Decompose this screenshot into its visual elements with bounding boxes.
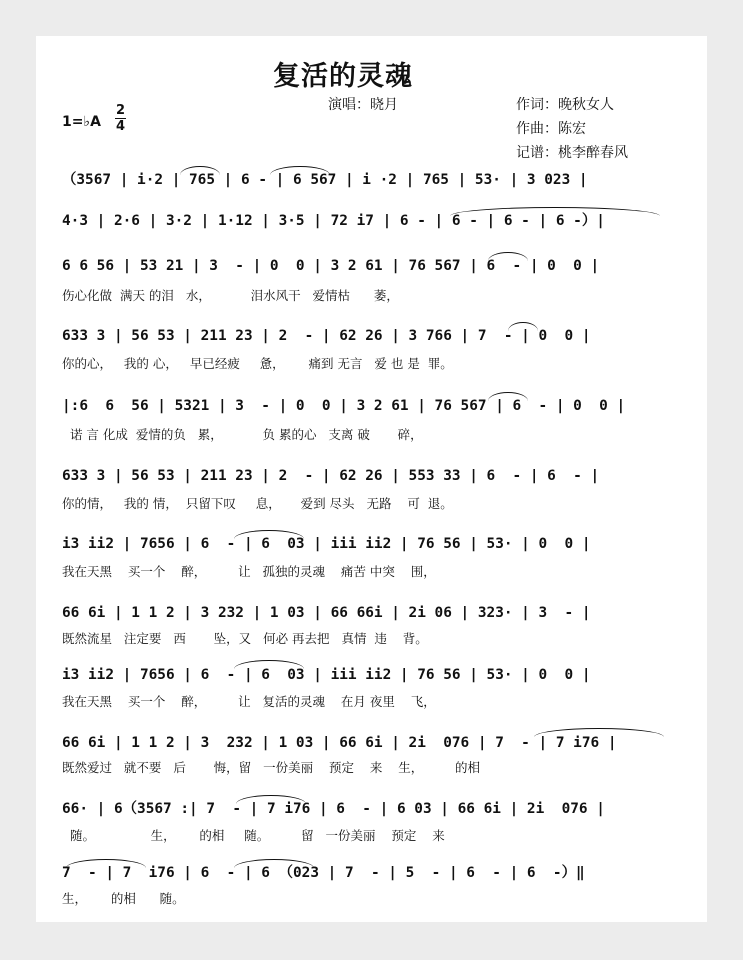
lyricist-credit: 作词：晚秋女人 bbox=[516, 97, 614, 113]
time-signature bbox=[115, 104, 126, 133]
time-signature-bottom: 4 bbox=[115, 119, 126, 134]
system-7-lyrics: 我在天黑 买一个 醉， 让 孤独的灵魂 痛苦 中突 围， bbox=[62, 564, 436, 579]
system-4-notes: 633 3 | 56 53 | 211 23 | 2 - | 62 26 | 3 766 | 7 - | 0 0 | bbox=[62, 328, 591, 344]
system-8-lyrics: 既然流星 注定要 西 坠，又 何必 再去把 真情 违 背。 bbox=[62, 631, 428, 646]
system-11-lyrics: 随。 生， 的相 随。 留 一份美丽 预定 来 bbox=[62, 828, 445, 843]
key-signature: 1=♭A bbox=[62, 114, 101, 130]
system-8-notes: 66 6i | 1 1 2 | 3 232 | 1 03 | 66 66i | 2i 06 | 323· | 3 - | bbox=[62, 605, 591, 621]
system-3-lyrics: 伤心化做 满天 的泪 水， 泪水风干 爱情枯 萎， bbox=[62, 288, 399, 303]
system-7-notes: i3 ii2 | 7656 | 6 - | 6 03 | iii ii2 | 76 56 | 53· | 0 0 | bbox=[62, 536, 591, 552]
time-signature-top: 2 bbox=[115, 103, 126, 118]
system-12-notes: 7 - | 7 i76 | 6 - | 6 （023 | 7 - | 5 - | 6 - | 6 -）‖ bbox=[62, 865, 585, 881]
system-9-notes: i3 ii2 | 7656 | 6 - | 6 03 | iii ii2 | 76 56 | 53· | 0 0 | bbox=[62, 667, 591, 683]
system-2-notes: 4·3 | 2·6 | 3·2 | 1·12 | 3·5 | 72 i7 | 6 - | 6 - | 6 - | 6 -）| bbox=[62, 213, 605, 229]
system-6-lyrics: 你的情， 我的 情， 只留下叹 息， 爱到 尽头 无路 可 退。 bbox=[62, 496, 453, 511]
system-3-notes: 6 6 56 | 53 21 | 3 - | 0 0 | 3 2 61 | 76 567 | 6 - | 0 0 | bbox=[62, 258, 600, 274]
system-5-lyrics: 诺 言 化成 爱情的负 累， 负 累的心 支离 破 碎， bbox=[62, 427, 423, 442]
system-10-notes: 66 6i | 1 1 2 | 3 232 | 1 03 | 66 6i | 2i 076 | 7 - | 7 i76 | bbox=[62, 735, 617, 751]
system-5-notes: |:6 6 56 | 5321 | 3 - | 0 0 | 3 2 61 | 76 567 | 6 - | 0 0 | bbox=[62, 398, 626, 414]
system-6-notes: 633 3 | 56 53 | 211 23 | 2 - | 62 26 | 553 33 | 6 - | 6 - | bbox=[62, 468, 600, 484]
system-4-lyrics: 你的心， 我的 心， 早已经疲 惫， 痛到 无言 爱 也 是 罪。 bbox=[62, 356, 453, 371]
song-title: 复活的灵魂 bbox=[273, 61, 413, 92]
system-11-notes: 66· | 6（3567 :| 7 - | 7 i76 | 6 - | 6 03 | 66 6i | 2i 076 | bbox=[62, 801, 605, 817]
singer-credit: 演唱：晓月 bbox=[328, 97, 398, 113]
system-1-notes: （3567 | i·2 | 765 | 6 - | 6 567 | i ·2 | 765 | 53· | 3 023 | bbox=[62, 172, 588, 188]
composer-credit: 作曲：陈宏 bbox=[516, 121, 586, 137]
system-12-lyrics: 生， 的相 随。 bbox=[62, 891, 185, 906]
system-10-lyrics: 既然爱过 就不要 后 悔，留 一份美丽 预定 来 生， 的相 bbox=[62, 760, 481, 775]
transcriber-credit: 记谱：桃李醉春风 bbox=[516, 145, 628, 161]
system-9-lyrics: 我在天黑 买一个 醉， 让 复活的灵魂 在月 夜里 飞， bbox=[62, 694, 436, 709]
